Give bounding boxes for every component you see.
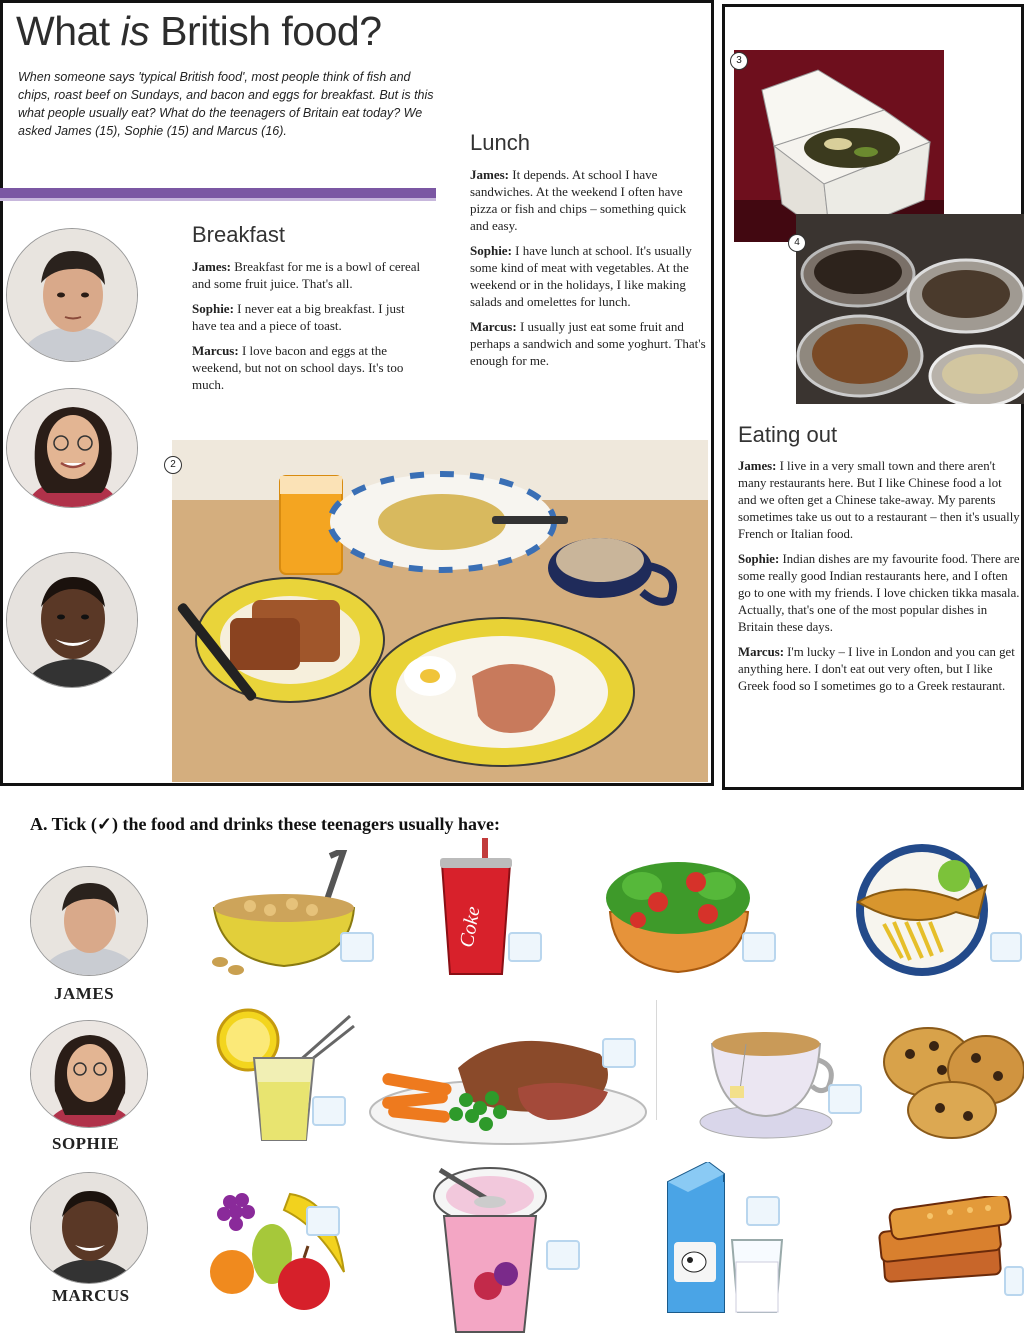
tickbox-toast[interactable] xyxy=(1004,1266,1024,1296)
photo-number-2: 2 xyxy=(164,456,182,474)
cola-cup-icon xyxy=(436,838,516,978)
tickbox-milk[interactable] xyxy=(746,1196,780,1226)
sophie-avatar xyxy=(6,388,138,508)
tickbox-fish-chips[interactable] xyxy=(990,932,1022,962)
tickbox-salad[interactable] xyxy=(742,932,776,962)
name-label-marcus: MARCUS xyxy=(52,1286,130,1305)
tickbox-tea[interactable] xyxy=(828,1084,862,1114)
cookies-icon xyxy=(880,1024,1024,1140)
marcus-avatar xyxy=(6,552,138,688)
lunch-entry-marcus: Marcus: I usually just eat some fruit and perhaps a sandwich and some yoghurt. That's enough for me. xyxy=(470,319,706,368)
eating-out-text xyxy=(738,458,1020,703)
salad-bowl-icon xyxy=(598,842,758,974)
tickbox-cereal[interactable] xyxy=(340,932,374,962)
yoghurt-pot-icon xyxy=(430,1162,550,1338)
exercise-instruction: A. Tick (✓) the food and drinks these teenagers usually have: xyxy=(30,814,500,834)
tick-symbol: ✓ xyxy=(96,814,112,834)
milk-carton-icon xyxy=(648,1162,788,1322)
photo-number-3: 3 xyxy=(730,52,748,70)
cup-of-tea-icon xyxy=(696,1024,836,1140)
sophie-small-avatar xyxy=(30,1020,148,1128)
tickbox-cola[interactable] xyxy=(508,932,542,962)
eating-out-entry-sophie: Sophie: Indian dishes are my favourite food. There are some really good Indian restaurants here, and I often go to one with my friends. I love chicken tikka masala. Actually, that's one of the most popular dishes in Britain these days. xyxy=(738,552,1020,634)
exercise-divider xyxy=(656,1000,657,1120)
eating-out-heading: Eating out xyxy=(738,422,838,447)
marcus-small-avatar xyxy=(30,1172,148,1284)
indian-dishes-image xyxy=(796,214,1024,404)
james-small-portrait-icon xyxy=(31,867,148,976)
james-portrait-icon xyxy=(7,229,138,362)
tickbox-roast-dinner[interactable] xyxy=(602,1038,636,1068)
eating-out-entry-james: James: I live in a very small town and there aren't many restaurants here. But I like Chinese food a lot and we often get a Chinese take-away. My parents sometimes take us out to a restaurant – then it's usually French or Italian food. xyxy=(738,459,1020,541)
breakfast-heading: Breakfast xyxy=(192,222,285,247)
breakfast-entry-marcus: Marcus: I love bacon and eggs at the weekend, but not on school days. It's too much. xyxy=(192,343,404,392)
sophie-small-portrait-icon xyxy=(31,1021,148,1128)
cola-label: Coke xyxy=(455,904,485,950)
indian-food-photo xyxy=(796,214,1024,404)
photo-number-4: 4 xyxy=(788,234,806,252)
marcus-portrait-icon xyxy=(7,553,138,688)
breakfast-photo xyxy=(172,440,708,782)
breakfast-entry-sophie: Sophie: I never eat a big breakfast. I just have tea and a piece of toast. xyxy=(192,301,405,333)
breakfast-table-image xyxy=(172,440,708,782)
fish-and-chips-icon xyxy=(838,842,998,978)
tickbox-fruit[interactable] xyxy=(306,1206,340,1236)
fruit-icon xyxy=(206,1180,356,1312)
purple-divider-bar xyxy=(0,188,436,198)
lunch-entry-sophie: Sophie: I have lunch at school. It's usually some kind of meat with vegetables. At the weekend or in the holidays, I like making salads and omelettes for lunch. xyxy=(470,243,692,309)
name-label-james: JAMES xyxy=(54,984,115,1003)
page-title: What is British food? xyxy=(16,8,382,54)
name-label-sophie: SOPHIE xyxy=(52,1134,120,1153)
james-small-avatar xyxy=(30,866,148,976)
marcus-small-portrait-icon xyxy=(31,1173,148,1284)
lunch-heading: Lunch xyxy=(470,130,530,155)
eating-out-entry-marcus: Marcus: I'm lucky – I live in London and you can get anything here. I don't eat out very often, but I like Greek food so I sometimes go to a Greek restaurant. xyxy=(738,645,1015,693)
lunch-entry-james: James: It depends. At school I have sandwiches. At the weekend I often have pizza or fish and chips – something quick and easy. xyxy=(470,167,687,233)
breakfast-entry-james: James: Breakfast for me is a bowl of cereal and some fruit juice. That's all. xyxy=(192,259,421,291)
intro-text: When someone says 'typical British food', most people think of fish and chips, roast beef on Sundays, and bacon and eggs for breakfast. But is this what people usually eat? What do the teenagers of Britain eat today? We asked James (15), Sophie (15) and Marcus (16). xyxy=(18,70,434,138)
tickbox-lemonade[interactable] xyxy=(312,1096,346,1126)
tickbox-yoghurt[interactable] xyxy=(546,1240,580,1270)
breakfast-text xyxy=(192,258,432,401)
james-avatar xyxy=(6,228,138,362)
sophie-portrait-icon xyxy=(7,389,138,508)
purple-divider-shadow xyxy=(0,198,436,201)
lunch-text xyxy=(470,166,706,377)
toast-icon xyxy=(870,1196,1024,1292)
